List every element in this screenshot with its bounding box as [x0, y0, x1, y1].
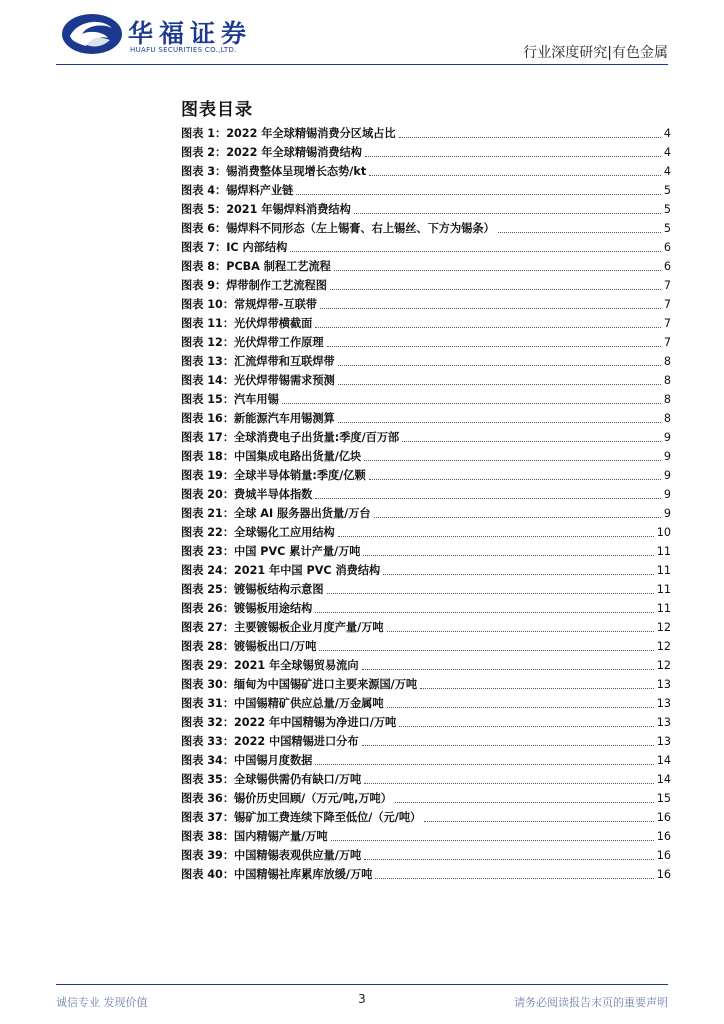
- toc-entry-label: 图表 35：全球锡供需仍有缺口/万吨: [181, 773, 362, 786]
- toc-entry-page: 5: [663, 184, 671, 197]
- footer-divider: [56, 984, 668, 985]
- toc-leader-dots: [364, 858, 654, 860]
- toc-entry[interactable]: [181, 713, 671, 732]
- toc-entry-page: 14: [656, 754, 671, 767]
- toc-entry-label: 图表 2：2022 年全球精锡消费结构: [181, 146, 362, 159]
- huafu-logo-icon: [60, 12, 124, 56]
- toc-entry-page: 14: [656, 773, 671, 786]
- toc-entry[interactable]: [181, 200, 671, 219]
- toc-leader-dots: [315, 497, 661, 499]
- toc-entry-page: 16: [656, 811, 671, 824]
- toc-entry-page: 9: [663, 431, 671, 444]
- toc-leader-dots: [362, 744, 654, 746]
- toc-leader-dots: [296, 193, 661, 195]
- toc-entry-page: 13: [656, 678, 671, 691]
- toc-leader-dots: [402, 440, 661, 442]
- toc-entry-page: 8: [663, 412, 671, 425]
- toc-entry[interactable]: [181, 314, 671, 333]
- toc-entry[interactable]: [181, 523, 671, 542]
- toc-entry[interactable]: [181, 846, 671, 865]
- toc-leader-dots: [362, 668, 654, 670]
- toc-entry-label: 图表 11：光伏焊带横截面: [181, 317, 313, 330]
- toc-entry[interactable]: [181, 561, 671, 580]
- toc-leader-dots: [424, 820, 654, 822]
- toc-leader-dots: [369, 478, 661, 480]
- footer-disclaimer: 请务必阅读报告末页的重要声明: [514, 996, 668, 1009]
- toc-leader-dots: [354, 212, 661, 214]
- toc-entry[interactable]: [181, 504, 671, 523]
- toc-leader-dots: [315, 326, 661, 328]
- toc-entry-label: 图表 1：2022 年全球精锡消费分区域占比: [181, 127, 396, 140]
- toc-entry-label: 图表 22：全球锡化工应用结构: [181, 526, 335, 539]
- toc-entry-page: 11: [656, 545, 671, 558]
- toc-entry-label: 图表 38：国内精锡产量/万吨: [181, 830, 328, 843]
- toc-leader-dots: [365, 155, 661, 157]
- toc-entry-page: 7: [663, 317, 671, 330]
- toc-entry-page: 7: [663, 279, 671, 292]
- toc-entry-label: 图表 20：费城半导体指数: [181, 488, 313, 501]
- toc-entry-label: 图表 17：全球消费电子出货量:季度/百万部: [181, 431, 400, 444]
- toc-leader-dots: [327, 592, 654, 594]
- toc-title: 图表目录: [181, 100, 253, 120]
- toc-leader-dots: [290, 250, 661, 252]
- toc-leader-dots: [338, 535, 654, 537]
- toc-entry-label: 图表 31：中国锡精矿供应总量/万金属吨: [181, 697, 384, 710]
- page-number: 3: [358, 992, 366, 1006]
- toc-entry[interactable]: [181, 732, 671, 751]
- toc-entry-page: 16: [656, 849, 671, 862]
- toc-entry-label: 图表 33：2022 中国精锡进口分布: [181, 735, 359, 748]
- toc-entry-label: 图表 8：PCBA 制程工艺流程: [181, 260, 331, 273]
- toc-leader-dots: [330, 288, 661, 290]
- toc-entry[interactable]: [181, 694, 671, 713]
- toc-entry[interactable]: [181, 580, 671, 599]
- toc-entry-page: 4: [663, 165, 671, 178]
- toc-leader-dots: [319, 649, 653, 651]
- toc-leader-dots: [369, 174, 661, 176]
- toc-entry-page: 11: [656, 602, 671, 615]
- toc-entry-label: 图表 12：光伏焊带工作原理: [181, 336, 324, 349]
- toc-entry[interactable]: [181, 789, 671, 808]
- toc-entry-page: 9: [663, 450, 671, 463]
- toc-entry-page: 6: [663, 260, 671, 273]
- toc-entry-page: 9: [663, 469, 671, 482]
- toc-entry[interactable]: [181, 352, 671, 371]
- brand-name-cn: 华福证券: [128, 19, 253, 48]
- toc-entry-label: 图表 40：中国精锡社库累库放缓/万吨: [181, 868, 373, 881]
- toc-entry-page: 9: [663, 488, 671, 501]
- toc-leader-dots: [282, 402, 661, 404]
- toc-entry[interactable]: [181, 770, 671, 789]
- toc-entry[interactable]: [181, 865, 671, 884]
- toc-entry-page: 7: [663, 336, 671, 349]
- toc-entry-label: 图表 28：镀锡板出口/万吨: [181, 640, 317, 653]
- toc-leader-dots: [334, 269, 661, 271]
- toc-leader-dots: [364, 459, 661, 461]
- toc-entry[interactable]: [181, 409, 671, 428]
- toc-leader-dots: [315, 611, 653, 613]
- report-type: 行业深度研究|有色金属: [523, 45, 668, 61]
- toc-entry-label: 图表 3：锡消费整体呈现增长态势/kt: [181, 165, 367, 178]
- toc-entry-label: 图表 36：锡价历史回顾/（万元/吨,万吨）: [181, 792, 392, 805]
- toc-leader-dots: [383, 573, 654, 575]
- toc-entry-page: 11: [656, 564, 671, 577]
- toc-leader-dots: [395, 801, 654, 803]
- toc-entry-page: 6: [663, 241, 671, 254]
- toc-entry-label: 图表 32：2022 年中国精锡为净进口/万吨: [181, 716, 397, 729]
- toc-leader-dots: [315, 763, 653, 765]
- toc-leader-dots: [420, 687, 654, 689]
- toc-leader-dots: [375, 877, 653, 879]
- toc-entry-page: 4: [663, 146, 671, 159]
- toc-entry-label: 图表 19：全球半导体销量:季度/亿颗: [181, 469, 366, 482]
- toc-entry-label: 图表 24：2021 年中国 PVC 消费结构: [181, 564, 381, 577]
- toc-entry-label: 图表 25：镀锡板结构示意图: [181, 583, 324, 596]
- toc-entry[interactable]: [181, 238, 671, 257]
- toc-entry[interactable]: [181, 485, 671, 504]
- toc-entry-page: 9: [663, 507, 671, 520]
- toc-entry-label: 图表 26：镀锡板用途结构: [181, 602, 313, 615]
- toc-list: [181, 124, 671, 884]
- toc-entry-page: 5: [663, 203, 671, 216]
- toc-entry-page: 13: [656, 716, 671, 729]
- toc-entry[interactable]: [181, 808, 671, 827]
- toc-entry[interactable]: [181, 447, 671, 466]
- toc-leader-dots: [387, 630, 654, 632]
- toc-entry-page: 12: [656, 640, 671, 653]
- toc-entry-label: 图表 18：中国集成电路出货量/亿块: [181, 450, 362, 463]
- toc-entry-label: 图表 16：新能源汽车用锡测算: [181, 412, 335, 425]
- header-divider: [56, 64, 668, 65]
- toc-entry[interactable]: [181, 143, 671, 162]
- toc-entry-page: 5: [663, 222, 671, 235]
- toc-entry[interactable]: [181, 124, 671, 143]
- toc-leader-dots: [399, 725, 654, 727]
- toc-entry[interactable]: [181, 618, 671, 637]
- toc-leader-dots: [338, 383, 661, 385]
- toc-leader-dots: [327, 345, 661, 347]
- toc-entry-page: 10: [656, 526, 671, 539]
- toc-entry-page: 16: [656, 830, 671, 843]
- toc-entry[interactable]: [181, 257, 671, 276]
- toc-leader-dots: [338, 364, 661, 366]
- toc-leader-dots: [399, 136, 661, 138]
- toc-entry-page: 8: [663, 374, 671, 387]
- toc-entry-label: 图表 13：汇流焊带和互联焊带: [181, 355, 335, 368]
- toc-entry[interactable]: [181, 751, 671, 770]
- toc-entry-label: 图表 34：中国锡月度数据: [181, 754, 313, 767]
- toc-leader-dots: [338, 421, 661, 423]
- toc-entry-label: 图表 4：锡焊料产业链: [181, 184, 294, 197]
- toc-entry-page: 8: [663, 355, 671, 368]
- toc-entry-label: 图表 10：常规焊带-互联带: [181, 298, 317, 311]
- toc-leader-dots: [320, 307, 661, 309]
- toc-entry-page: 13: [656, 735, 671, 748]
- toc-entry-page: 13: [656, 697, 671, 710]
- toc-entry[interactable]: [181, 599, 671, 618]
- toc-entry[interactable]: [181, 162, 671, 181]
- toc-leader-dots: [363, 554, 653, 556]
- toc-entry-label: 图表 5：2021 年锡焊料消费结构: [181, 203, 351, 216]
- toc-entry-label: 图表 15：汽车用锡: [181, 393, 279, 406]
- toc-entry[interactable]: [181, 276, 671, 295]
- footer-slogan: 诚信专业 发现价值: [56, 996, 148, 1009]
- toc-entry-label: 图表 14：光伏焊带锡需求预测: [181, 374, 335, 387]
- toc-entry-page: 11: [656, 583, 671, 596]
- toc-entry-label: 图表 39：中国精锡表观供应量/万吨: [181, 849, 362, 862]
- toc-entry-label: 图表 21：全球 AI 服务器出货量/万台: [181, 507, 371, 520]
- toc-entry[interactable]: [181, 428, 671, 447]
- toc-entry-page: 7: [663, 298, 671, 311]
- toc-entry-label: 图表 27：主要镀锡板企业月度产量/万吨: [181, 621, 384, 634]
- toc-leader-dots: [498, 231, 661, 233]
- toc-entry[interactable]: [181, 637, 671, 656]
- toc-entry-label: 图表 6：锡焊料不同形态（左上锡膏、右上锡丝、下方为锡条）: [181, 222, 495, 235]
- toc-entry-page: 15: [656, 792, 671, 805]
- toc-entry[interactable]: [181, 466, 671, 485]
- toc-leader-dots: [387, 706, 654, 708]
- toc-entry-label: 图表 37：锡矿加工费连续下降至低位/（元/吨）: [181, 811, 422, 824]
- toc-entry-page: 4: [663, 127, 671, 140]
- toc-entry[interactable]: [181, 333, 671, 352]
- toc-entry-page: 16: [656, 868, 671, 881]
- toc-entry-label: 图表 30：缅甸为中国锡矿进口主要来源国/万吨: [181, 678, 418, 691]
- toc-entry[interactable]: [181, 390, 671, 409]
- toc-leader-dots: [374, 516, 661, 518]
- toc-entry[interactable]: [181, 675, 671, 694]
- toc-entry-label: 图表 23：中国 PVC 累计产量/万吨: [181, 545, 361, 558]
- toc-entry[interactable]: [181, 827, 671, 846]
- toc-entry-page: 12: [656, 621, 671, 634]
- page-header: [0, 0, 724, 66]
- toc-entry-label: 图表 7：IC 内部结构: [181, 241, 288, 254]
- toc-entry-label: 图表 29：2021 年全球锡贸易流向: [181, 659, 359, 672]
- toc-entry[interactable]: [181, 371, 671, 390]
- toc-entry-label: 图表 9：焊带制作工艺流程图: [181, 279, 327, 292]
- toc-entry[interactable]: [181, 219, 671, 238]
- toc-entry[interactable]: [181, 181, 671, 200]
- toc-leader-dots: [364, 782, 654, 784]
- toc-entry[interactable]: [181, 542, 671, 561]
- brand-name-en: HUAFU SECURITIES CO.,LTD.: [130, 46, 237, 54]
- toc-entry[interactable]: [181, 295, 671, 314]
- toc-entry-page: 8: [663, 393, 671, 406]
- toc-entry-page: 12: [656, 659, 671, 672]
- toc-leader-dots: [331, 839, 654, 841]
- toc-entry[interactable]: [181, 656, 671, 675]
